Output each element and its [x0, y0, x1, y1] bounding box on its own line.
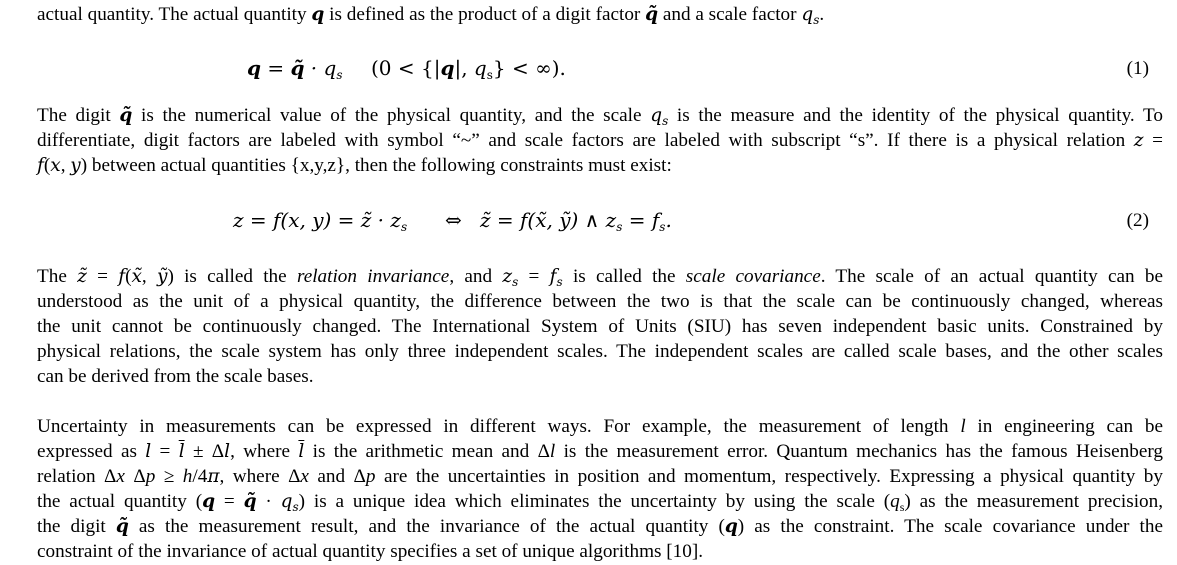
p1-line-2: differentiate, digit factors are labeled with symbol “~” and scale factors are labeled with subscript “s”. If there is a physical relation z =: [37, 130, 1163, 151]
p1-line-3: f(x, y) between actual quantities {x,y,z}, then the following constraints must exist:: [37, 155, 672, 176]
equation-1-condition: (0 < {|q|, $q_s$} < ∞).: [371, 56, 566, 82]
p3-line-6: constraint of the invariance of actual quantity specifies a set of unique algorithms [10].: [37, 541, 704, 562]
equation-2: z = f(x, y) = z̃ · $z_s$: [233, 208, 408, 234]
equation-2-rhs: z̃ = f(x̃, ỹ) ∧ $z_s = f_s$.: [480, 208, 672, 234]
p3-line-2: expressed as $l = \overline{l} \pm \Delta l$, where $\overline{l}$ is the arithmetic mean and Δl is the measurement error. Quantum mechanics has the famous Heisenberg: [37, 441, 1163, 462]
intro-line: actual quantity. The actual quantity q is defined as the product of a digit factor q̃ and a scale factor $q_s$.: [37, 4, 825, 27]
p1-line-1: The digit q̃ is the numerical value of the physical quantity, and the scale $q_s$ is the measure and the identity of the physical quantity. To: [37, 105, 1164, 128]
p3-line-5: the digit q̃ as the measurement result, and the invariance of the actual quantity (q) as the constraint. The scale covariance under the: [37, 516, 1164, 537]
equation-2-number: (2): [1126, 210, 1149, 231]
p2-line-5: can be derived from the scale bases.: [37, 366, 314, 387]
p2-line-2: understood as the unit of a physical quantity, the difference between the two is that the scale can be continuously changed, whereas: [37, 291, 1163, 312]
equation-1: q = q̃ · $q_s$: [247, 56, 343, 82]
equation-1-number: (1): [1126, 58, 1149, 79]
p2-line-3: the unit cannot be continuously changed. The International System of Units (SIU) has seven independent basic units. Constrained by: [37, 316, 1163, 337]
p3-line-3: relation Δx Δp ≥ h/4π, where Δx and Δp are the uncertainties in position and momentum, respectively. Expressing a physical quantity by: [37, 466, 1163, 487]
p2-line-4: physical relations, the scale system has only three independent scales. The independent scales are called scale bases, and the other scales: [37, 341, 1163, 362]
p2-line-1: The z̃ = f(x̃, ỹ) is called the relation invariance, and $z_s = f_s$ is called the scale covariance. The scale of an actual quantity can be: [37, 266, 1163, 289]
p3-line-1: Uncertainty in measurements can be expressed in different ways. For example, the measurement of length l in engineering can be: [37, 416, 1164, 437]
p3-line-4: the actual quantity (q = q̃ · $q_s$) is a unique idea which eliminates the uncertainty by using the scale $(q_s)$ as the measurement precision,: [37, 491, 1164, 514]
equation-2-arrow: ⇔: [445, 208, 462, 232]
